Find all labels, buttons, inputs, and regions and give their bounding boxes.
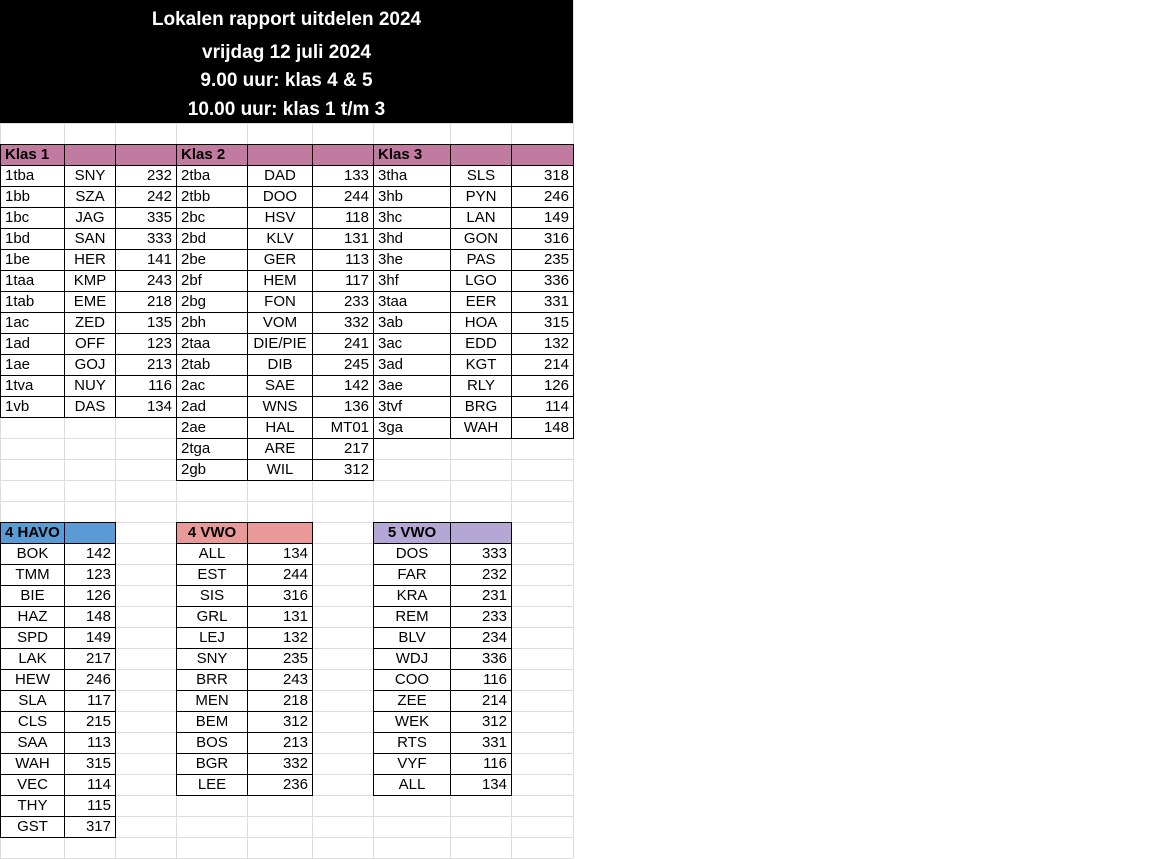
room-number: MT01 [312, 417, 374, 439]
class-code: 3hb [373, 186, 451, 208]
room-number: 331 [511, 291, 574, 313]
teacher-code: LAK [0, 648, 65, 670]
teacher-code: RLY [450, 375, 512, 397]
teacher-code: SPD [0, 627, 65, 649]
class-code: 2ad [176, 396, 248, 418]
room-number: 243 [115, 270, 177, 292]
class-code: 2bg [176, 291, 248, 313]
report-time-klas-4-5: 9.00 uur: klas 4 & 5 [200, 70, 373, 91]
class-code: 2tga [176, 438, 248, 460]
room-number: 213 [115, 354, 177, 376]
class-code: 3ae [373, 375, 451, 397]
class-code: 1bb [0, 186, 65, 208]
klas2-title: Klas 2 [176, 144, 248, 166]
teacher-code: DOS [373, 543, 451, 565]
room-number: 213 [247, 732, 313, 754]
teacher-code: SAE [247, 375, 313, 397]
class-code: 3ga [373, 417, 451, 439]
class-code: 2tab [176, 354, 248, 376]
teacher-code: BEM [176, 711, 248, 733]
teacher-code: LGO [450, 270, 512, 292]
room-number: 114 [511, 396, 574, 418]
vwo5-header-fill [450, 522, 512, 544]
teacher-code: GON [450, 228, 512, 250]
room-number: 243 [247, 669, 313, 691]
teacher-code: KGT [450, 354, 512, 376]
class-code: 1bd [0, 228, 65, 250]
room-number: 133 [312, 165, 374, 187]
class-code: 3hf [373, 270, 451, 292]
teacher-code: ARE [247, 438, 313, 460]
room-number: 217 [64, 648, 116, 670]
room-number: 218 [115, 291, 177, 313]
room-number: 312 [312, 459, 374, 481]
room-number: 134 [115, 396, 177, 418]
teacher-code: VEC [0, 774, 65, 796]
class-code: 1vb [0, 396, 65, 418]
room-number: 336 [511, 270, 574, 292]
teacher-code: BLV [373, 627, 451, 649]
teacher-code: VYF [373, 753, 451, 775]
room-number: 246 [64, 669, 116, 691]
class-code: 1ae [0, 354, 65, 376]
class-code: 3tvf [373, 396, 451, 418]
room-number: 131 [312, 228, 374, 250]
vwo4-title: 4 VWO [176, 522, 248, 544]
room-number: 332 [247, 753, 313, 775]
class-code: 3tha [373, 165, 451, 187]
teacher-code: FAR [373, 564, 451, 586]
room-number: 126 [511, 375, 574, 397]
teacher-code: GST [0, 816, 65, 838]
teacher-code: SAA [0, 732, 65, 754]
room-number: 117 [64, 690, 116, 712]
class-code: 2be [176, 249, 248, 271]
room-number: 114 [64, 774, 116, 796]
klas3-title: Klas 3 [373, 144, 451, 166]
klas1-header-fill [115, 144, 177, 166]
class-code: 2gb [176, 459, 248, 481]
room-number: 132 [511, 333, 574, 355]
room-number: 235 [511, 249, 574, 271]
class-code: 2ae [176, 417, 248, 439]
class-code: 2bf [176, 270, 248, 292]
teacher-code: KMP [64, 270, 116, 292]
teacher-code: BOK [0, 543, 65, 565]
teacher-code: JAG [64, 207, 116, 229]
teacher-code: DAS [64, 396, 116, 418]
room-number: 317 [64, 816, 116, 838]
class-code: 2tbb [176, 186, 248, 208]
teacher-code: HEM [247, 270, 313, 292]
room-number: 218 [247, 690, 313, 712]
room-number: 131 [247, 606, 313, 628]
teacher-code: DIE/PIE [247, 333, 313, 355]
room-number: 242 [115, 186, 177, 208]
klas1-header-fill [64, 144, 116, 166]
class-code: 3he [373, 249, 451, 271]
teacher-code: WIL [247, 459, 313, 481]
teacher-code: WAH [450, 417, 512, 439]
teacher-code: WNS [247, 396, 313, 418]
room-number: 115 [64, 795, 116, 817]
class-code: 2bc [176, 207, 248, 229]
class-code: 3hc [373, 207, 451, 229]
room-number: 142 [64, 543, 116, 565]
teacher-code: WDJ [373, 648, 451, 670]
class-code: 3hd [373, 228, 451, 250]
teacher-code: EME [64, 291, 116, 313]
class-code: 1tba [0, 165, 65, 187]
room-number: 331 [450, 732, 512, 754]
teacher-code: OFF [64, 333, 116, 355]
room-number: 135 [115, 312, 177, 334]
teacher-code: BIE [0, 585, 65, 607]
klas3-header-fill [511, 144, 574, 166]
class-code: 1ad [0, 333, 65, 355]
room-number: 215 [64, 711, 116, 733]
room-number: 148 [511, 417, 574, 439]
class-code: 1taa [0, 270, 65, 292]
teacher-code: KRA [373, 585, 451, 607]
teacher-code: LEE [176, 774, 248, 796]
room-number: 132 [247, 627, 313, 649]
room-number: 231 [450, 585, 512, 607]
room-number: 315 [511, 312, 574, 334]
room-number: 116 [115, 375, 177, 397]
teacher-code: RTS [373, 732, 451, 754]
klas3-header-fill [450, 144, 512, 166]
teacher-code: DIB [247, 354, 313, 376]
room-number: 333 [115, 228, 177, 250]
room-number: 333 [450, 543, 512, 565]
teacher-code: LEJ [176, 627, 248, 649]
teacher-code: REM [373, 606, 451, 628]
room-number: 214 [450, 690, 512, 712]
teacher-code: WAH [0, 753, 65, 775]
room-number: 316 [511, 228, 574, 250]
class-code: 1tab [0, 291, 65, 313]
teacher-code: GRL [176, 606, 248, 628]
room-number: 214 [511, 354, 574, 376]
class-code: 3ac [373, 333, 451, 355]
teacher-code: SZA [64, 186, 116, 208]
teacher-code: EST [176, 564, 248, 586]
teacher-code: COO [373, 669, 451, 691]
teacher-code: SNY [64, 165, 116, 187]
teacher-code: DOO [247, 186, 313, 208]
room-number: 149 [511, 207, 574, 229]
teacher-code: HOA [450, 312, 512, 334]
teacher-code: LAN [450, 207, 512, 229]
room-number: 113 [312, 249, 374, 271]
teacher-code: SAN [64, 228, 116, 250]
class-code: 1be [0, 249, 65, 271]
teacher-code: SLS [450, 165, 512, 187]
report-date: vrijdag 12 juli 2024 [202, 42, 371, 63]
klas2-header-fill [247, 144, 313, 166]
room-number: 236 [247, 774, 313, 796]
class-code: 2tba [176, 165, 248, 187]
havo4-title: 4 HAVO [0, 522, 65, 544]
room-number: 126 [64, 585, 116, 607]
room-number: 245 [312, 354, 374, 376]
teacher-code: HEW [0, 669, 65, 691]
teacher-code: GOJ [64, 354, 116, 376]
teacher-code: SLA [0, 690, 65, 712]
room-number: 141 [115, 249, 177, 271]
teacher-code: WEK [373, 711, 451, 733]
class-code: 1bc [0, 207, 65, 229]
room-number: 148 [64, 606, 116, 628]
room-number: 232 [115, 165, 177, 187]
teacher-code: ZED [64, 312, 116, 334]
room-number: 244 [312, 186, 374, 208]
room-number: 335 [115, 207, 177, 229]
teacher-code: ALL [176, 543, 248, 565]
klas2-header-fill [312, 144, 374, 166]
teacher-code: EDD [450, 333, 512, 355]
class-code: 3ad [373, 354, 451, 376]
teacher-code: PAS [450, 249, 512, 271]
room-number: 134 [450, 774, 512, 796]
room-number: 232 [450, 564, 512, 586]
class-code: 2bd [176, 228, 248, 250]
report-time-klas-1-3: 10.00 uur: klas 1 t/m 3 [187, 99, 386, 120]
teacher-code: SNY [176, 648, 248, 670]
room-number: 318 [511, 165, 574, 187]
teacher-code: HAL [247, 417, 313, 439]
room-number: 233 [450, 606, 512, 628]
spreadsheet [0, 0, 573, 858]
teacher-code: VOM [247, 312, 313, 334]
teacher-code: BGR [176, 753, 248, 775]
class-code: 2taa [176, 333, 248, 355]
class-code: 3taa [373, 291, 451, 313]
teacher-code: KLV [247, 228, 313, 250]
room-number: 149 [64, 627, 116, 649]
teacher-code: GER [247, 249, 313, 271]
teacher-code: CLS [0, 711, 65, 733]
room-number: 336 [450, 648, 512, 670]
teacher-code: SIS [176, 585, 248, 607]
grid-row-line [0, 501, 573, 502]
room-number: 234 [450, 627, 512, 649]
room-number: 332 [312, 312, 374, 334]
room-number: 117 [312, 270, 374, 292]
teacher-code: ALL [373, 774, 451, 796]
klas1-title: Klas 1 [0, 144, 65, 166]
teacher-code: THY [0, 795, 65, 817]
room-number: 118 [312, 207, 374, 229]
teacher-code: BRG [450, 396, 512, 418]
room-number: 136 [312, 396, 374, 418]
room-number: 123 [115, 333, 177, 355]
teacher-code: DAD [247, 165, 313, 187]
room-number: 244 [247, 564, 313, 586]
class-code: 3ab [373, 312, 451, 334]
room-number: 315 [64, 753, 116, 775]
havo4-header-fill [64, 522, 116, 544]
room-number: 116 [450, 669, 512, 691]
room-number: 134 [247, 543, 313, 565]
room-number: 217 [312, 438, 374, 460]
teacher-code: FON [247, 291, 313, 313]
class-code: 2bh [176, 312, 248, 334]
class-code: 1ac [0, 312, 65, 334]
room-number: 312 [247, 711, 313, 733]
class-code: 1tva [0, 375, 65, 397]
vwo5-title: 5 VWO [373, 522, 451, 544]
teacher-code: EER [450, 291, 512, 313]
room-number: 235 [247, 648, 313, 670]
report-title: Lokalen rapport uitdelen 2024 [151, 9, 422, 30]
room-number: 233 [312, 291, 374, 313]
teacher-code: HER [64, 249, 116, 271]
teacher-code: ZEE [373, 690, 451, 712]
teacher-code: TMM [0, 564, 65, 586]
room-number: 116 [450, 753, 512, 775]
room-number: 246 [511, 186, 574, 208]
teacher-code: HSV [247, 207, 313, 229]
report-header [0, 0, 573, 123]
teacher-code: MEN [176, 690, 248, 712]
teacher-code: PYN [450, 186, 512, 208]
teacher-code: HAZ [0, 606, 65, 628]
room-number: 241 [312, 333, 374, 355]
teacher-code: NUY [64, 375, 116, 397]
teacher-code: BRR [176, 669, 248, 691]
room-number: 123 [64, 564, 116, 586]
room-number: 142 [312, 375, 374, 397]
teacher-code: BOS [176, 732, 248, 754]
vwo4-header-fill [247, 522, 313, 544]
class-code: 2ac [176, 375, 248, 397]
room-number: 316 [247, 585, 313, 607]
room-number: 312 [450, 711, 512, 733]
room-number: 113 [64, 732, 116, 754]
